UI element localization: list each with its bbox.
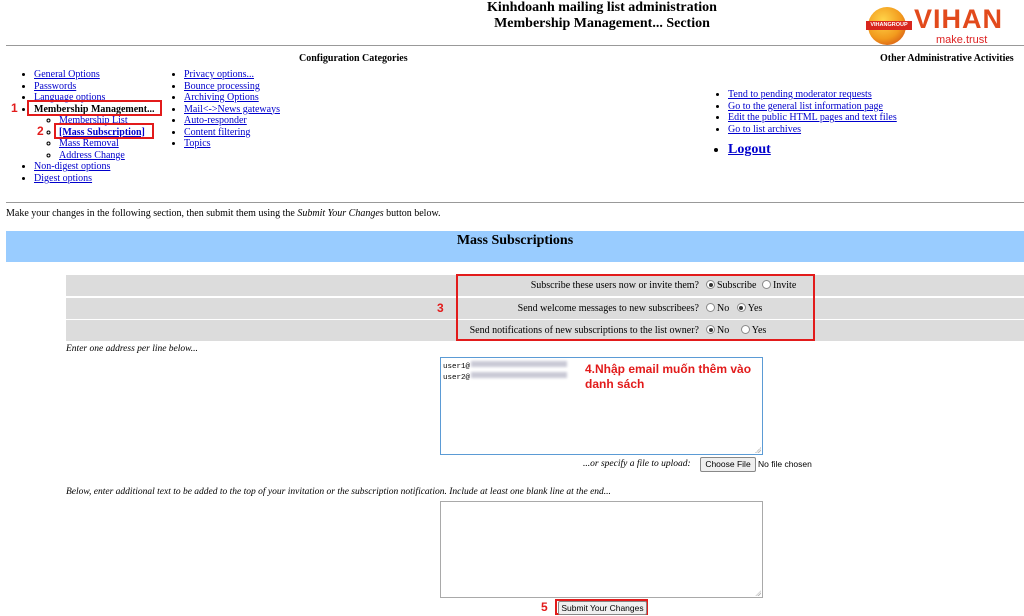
divider xyxy=(6,202,1024,203)
config-menu-col2 xyxy=(156,69,316,150)
link-pending-requests[interactable]: • Tend to pending moderator requests xyxy=(728,89,1020,101)
submenu-membership-list[interactable]: ◦ Membership List xyxy=(59,115,176,127)
invite-textarea[interactable] xyxy=(440,501,763,598)
config-categories-heading: Configuration Categories xyxy=(299,53,408,64)
section-title: Mass Subscriptions xyxy=(456,233,574,248)
upload-label: ...or specify a file to upload: xyxy=(583,459,691,469)
submenu-address-change[interactable]: ◦ Address Change xyxy=(59,150,176,162)
logo-tagline: make.trust xyxy=(936,34,988,46)
menu-item-language-options[interactable]: • Language options xyxy=(34,92,176,104)
resize-handle-icon[interactable] xyxy=(755,590,761,596)
no-file-status: No file chosen xyxy=(758,459,812,469)
annotation-step-3: 3 xyxy=(437,301,444,315)
annotation-box-mass-subscription xyxy=(54,123,154,139)
menu-item-privacy-options[interactable]: • Privacy options... xyxy=(184,69,316,81)
annotation-box-membership xyxy=(27,100,162,116)
menu-item-passwords[interactable]: • Passwords xyxy=(34,81,176,93)
annotation-step-4: 4.Nhập email muốn thêm vào danh sách xyxy=(585,362,752,391)
menu-item-topics[interactable]: • Topics xyxy=(184,138,316,150)
other-activities-heading: Other Administrative Activities xyxy=(880,53,1014,64)
link-list-info-page[interactable]: • Go to the general list information page xyxy=(728,101,1020,113)
intro-text: Make your changes in the following section, then submit them using the Submit Your Changes button below. xyxy=(6,208,441,219)
menu-item-auto-responder[interactable]: • Auto-responder xyxy=(184,115,316,127)
option-label-subscribe: Subscribe these users now or invite them? xyxy=(530,280,699,291)
menu-item-content-filtering[interactable]: • Content filtering xyxy=(184,127,316,139)
logout-link[interactable]: Logout xyxy=(728,142,771,157)
address-line: user1@ xyxy=(443,361,762,372)
invite-text-prompt: Below, enter additional text to be added to the top of your invitation or the subscription notification. Include at least one blank line at the end... xyxy=(66,487,611,497)
menu-item-non-digest-options[interactable]: • Non-digest options xyxy=(34,161,176,173)
option-label-notify: Send notifications of new subscriptions to the list owner? xyxy=(469,325,699,336)
annotation-step-5: 5 xyxy=(541,600,548,614)
logo-name: VIHAN xyxy=(914,4,1004,34)
submenu-mass-subscription[interactable]: ◦ [Mass Subscription] xyxy=(59,127,176,139)
subscribe-radio-group: Subscribe Invite xyxy=(706,280,796,291)
menu-item-mail-news-gateways[interactable]: • Mail<->News gateways xyxy=(184,104,316,116)
page-subtitle: Membership Management... Section xyxy=(494,16,710,31)
resize-handle-icon[interactable] xyxy=(755,447,761,453)
annotation-step-2: 2 xyxy=(37,124,44,138)
welcome-radio-group: No Yes xyxy=(706,303,762,314)
page-title: Kinhdoanh mailing list administration xyxy=(487,0,717,15)
other-activities-list xyxy=(700,89,1020,158)
divider xyxy=(6,45,1024,46)
address-prompt: Enter one address per line below... xyxy=(66,344,198,354)
menu-item-digest-options[interactable]: • Digest options xyxy=(34,173,176,185)
notify-radio-group: No Yes xyxy=(706,325,766,336)
menu-item-general-options[interactable]: • General Options xyxy=(34,69,176,81)
link-list-archives[interactable]: • Go to list archives xyxy=(728,124,1020,136)
link-edit-html-pages[interactable]: • Edit the public HTML pages and text files xyxy=(728,112,1020,124)
menu-item-membership-management: • Membership Management... ◦ Membership List ◦ [Mass Subscription] ◦ Mass Removal ◦ Address Change xyxy=(34,104,176,162)
menu-item-archiving-options[interactable]: • Archiving Options xyxy=(184,92,316,104)
annotation-box-options xyxy=(456,274,815,341)
logo-badge: VIHANGROUP xyxy=(866,21,912,30)
submenu-mass-removal[interactable]: ◦ Mass Removal xyxy=(59,138,176,150)
section-banner xyxy=(6,231,1024,262)
choose-file-button[interactable]: Choose File xyxy=(700,457,756,472)
address-line: user2@ xyxy=(443,372,762,383)
submit-button[interactable]: Submit Your Changes xyxy=(558,601,647,615)
annotation-step-1: 1 xyxy=(11,101,18,115)
option-label-welcome: Send welcome messages to new subscribees? xyxy=(517,303,699,314)
menu-item-bounce-processing[interactable]: • Bounce processing xyxy=(184,81,316,93)
vihan-logo xyxy=(866,6,1020,46)
logout-item[interactable] xyxy=(728,142,1020,158)
